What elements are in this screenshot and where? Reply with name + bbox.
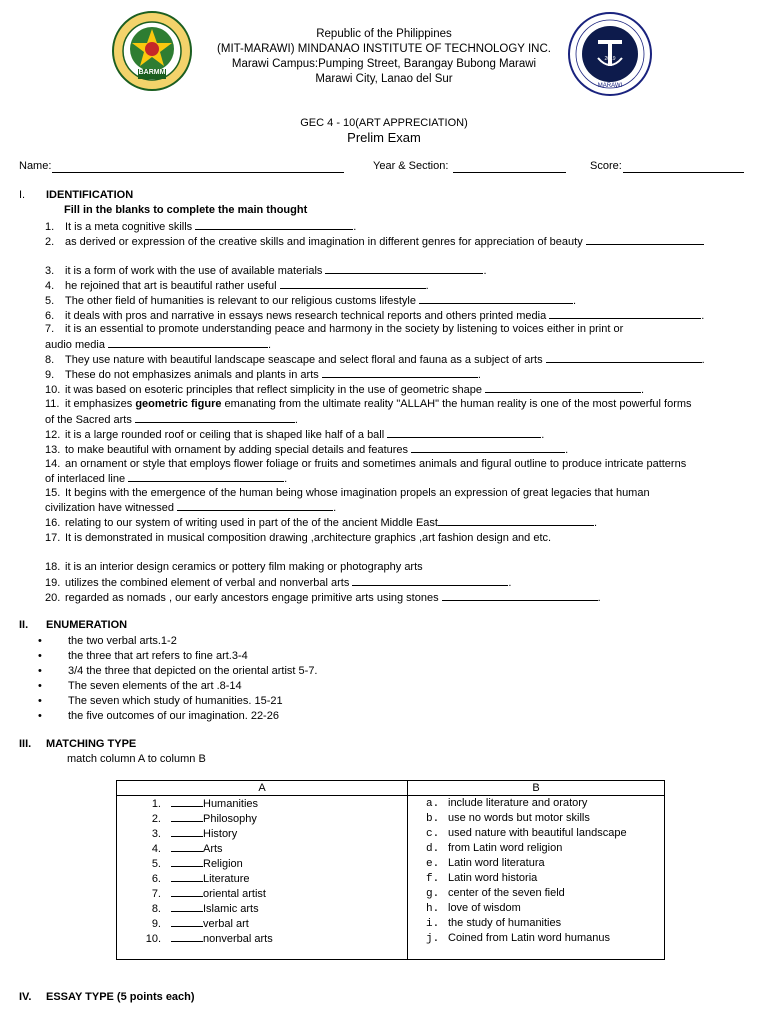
answer-blank[interactable] — [171, 886, 203, 897]
question-item: 11. it emphasizes geometric figure emanating from the ultimate reality "ALLAH" the human reality is one of the most powerful forms — [45, 398, 692, 410]
header-line: (MIT-MARAWI) MINDANAO INSTITUTE OF TECHNOLOGY INC. — [217, 43, 551, 55]
section-number: IV. — [19, 991, 32, 1003]
answer-blank[interactable] — [419, 293, 573, 304]
list-item: • the five outcomes of our imagination. 22-26 — [38, 709, 318, 724]
question-item-continued: of the Sacred arts . — [45, 414, 298, 426]
answer-blank[interactable] — [171, 871, 203, 882]
answer-blank[interactable] — [322, 367, 478, 378]
table-row: g. center of the seven field — [426, 887, 565, 900]
table-row: h. love of wisdom — [426, 902, 521, 915]
question-item: 18. it is an interior design ceramics or pottery film making or photography arts — [45, 561, 423, 573]
table-row: 9. verbal art — [151, 918, 249, 930]
answer-blank[interactable] — [171, 901, 203, 912]
question-item: 6. it deals with pros and narrative in essays news research technical reports and others printed media . — [45, 310, 705, 322]
enumeration-list — [38, 634, 318, 724]
question-item: 15. It begins with the emergence of the human being whose imagination propels an expression of great legacies that human — [45, 487, 650, 499]
question-item-continued: of interlaced line . — [45, 473, 288, 485]
table-row: 1. Humanities — [151, 798, 259, 810]
list-item: • The seven elements of the art .8-14 — [38, 679, 318, 694]
answer-blank[interactable] — [171, 931, 203, 942]
section-title: ESSAY TYPE (5 points each) — [46, 991, 195, 1003]
answer-blank[interactable] — [177, 500, 333, 511]
section-number: I. — [19, 189, 26, 201]
answer-blank[interactable] — [586, 234, 704, 245]
question-item: 8. They use nature with beautiful landscape seascape and select floral and fauna as a subject of arts . — [45, 354, 705, 366]
question-item-continued: audio media . — [45, 339, 272, 351]
question-item: 19. utilizes the combined element of verbal and nonverbal arts . — [45, 577, 512, 589]
question-item: 10. it was based on esoteric principles that reflect simplicity in the use of geometric shape . — [45, 384, 645, 396]
table-row: 8. Islamic arts — [151, 903, 259, 915]
section-enumeration-heading — [19, 619, 127, 631]
section-title: MATCHING TYPE — [46, 738, 137, 750]
year-section-field[interactable] — [453, 160, 566, 173]
answer-blank[interactable] — [438, 515, 594, 526]
answer-blank[interactable] — [171, 826, 203, 837]
answer-blank[interactable] — [485, 382, 641, 393]
section-title: ENUMERATION — [46, 619, 128, 631]
question-item: 12. it is a large rounded roof or ceiling that is shaped like half of a ball . — [45, 429, 545, 441]
list-item: • the two verbal arts.1-2 — [38, 634, 318, 649]
question-item: 4. he rejoined that art is beautiful rather useful . — [45, 280, 429, 292]
answer-blank[interactable] — [171, 916, 203, 927]
answer-blank[interactable] — [171, 796, 203, 807]
question-item: 7. it is an essential to promote understanding peace and harmony in the society by listening to voices either in print or — [45, 323, 624, 335]
barmm-logo — [112, 11, 192, 91]
answer-blank[interactable] — [442, 590, 598, 601]
answer-blank[interactable] — [171, 856, 203, 867]
list-item: • The seven which study of humanities. 15-21 — [38, 694, 318, 709]
score-label: Score: — [590, 160, 622, 172]
column-b-header: B — [408, 781, 665, 796]
answer-blank[interactable] — [108, 337, 268, 348]
table-row: j. Coined from Latin word humanus — [426, 932, 611, 945]
section-identification-heading — [19, 189, 133, 201]
table-row: f. Latin word historia — [426, 872, 538, 885]
table-row: d. from Latin word religion — [426, 842, 563, 855]
table-row: 5. Religion — [151, 858, 243, 870]
section-number: III. — [19, 738, 32, 750]
question-item: 16. relating to our system of writing used in part of the of the ancient Middle East . — [45, 517, 598, 529]
question-item: 14. an ornament or style that employs flower foliage or fruits and sometimes animals and figural outline to produce intricate patterns — [45, 458, 687, 470]
answer-blank[interactable] — [280, 278, 426, 289]
question-item: 17. It is demonstrated in musical composition drawing ,architecture graphics ,art fashion design and etc. — [45, 532, 552, 544]
answer-blank[interactable] — [411, 442, 565, 453]
section-matching-heading — [19, 738, 136, 750]
list-item: • the three that art refers to fine art.3-4 — [38, 649, 318, 664]
table-row: i. the study of humanities — [426, 917, 562, 930]
question-item: 3. it is a form of work with the use of available materials . — [45, 265, 487, 277]
question-item: 2. as derived or expression of the creative skills and imagination in different genres for appreciation of beauty — [45, 234, 750, 250]
name-field[interactable] — [52, 160, 344, 173]
section-instruction: Fill in the blanks to complete the main thought — [64, 204, 308, 216]
table-row: e. Latin word literatura — [426, 857, 545, 870]
name-label: Name: — [19, 160, 52, 172]
mit-logo-bottom-label: MARAWI — [597, 83, 623, 89]
question-item: 20. regarded as nomads , our early ancestors engage primitive arts using stones . — [45, 592, 601, 604]
section-number: II. — [19, 619, 29, 631]
table-row: c. used nature with beautiful landscape — [426, 827, 627, 840]
table-row: 10. nonverbal arts — [145, 933, 273, 945]
answer-blank[interactable] — [195, 219, 353, 230]
column-a-header: A — [117, 781, 408, 796]
question-item: 13. to make beautiful with ornament by adding special details and features . — [45, 444, 569, 456]
score-field[interactable] — [623, 160, 744, 173]
list-item: • 3/4 the three that depicted on the oriental artist 5-7. — [38, 664, 318, 679]
answer-blank[interactable] — [352, 575, 508, 586]
table-row: 6. Literature — [151, 873, 250, 885]
answer-blank[interactable] — [325, 263, 483, 274]
answer-blank[interactable] — [171, 811, 203, 822]
section-instruction: match column A to column B — [67, 753, 206, 765]
matching-table — [116, 780, 665, 960]
table-row: 4. Arts — [151, 843, 223, 855]
question-item: 5. The other field of humanities is relevant to our religious customs lifestyle . — [45, 295, 577, 307]
header-line: Republic of the Philippines — [316, 28, 452, 40]
table-row: a. include literature and oratory — [426, 797, 588, 810]
question-item: 9. These do not emphasizes animals and plants in arts . — [45, 369, 481, 381]
year-section-label: Year & Section: — [373, 160, 449, 172]
mit-logo-year: 2019 — [604, 56, 616, 62]
header-line: Marawi City, Lanao del Sur — [315, 73, 453, 85]
column-b — [408, 796, 665, 960]
answer-blank[interactable] — [171, 841, 203, 852]
school-header — [200, 27, 568, 87]
student-info-row — [19, 160, 759, 176]
question-item-continued: civilization have witnessed . — [45, 502, 337, 514]
answer-blank[interactable] — [549, 308, 701, 319]
answer-blank[interactable] — [387, 427, 541, 438]
exam-title: Prelim Exam — [347, 130, 421, 145]
header-line: Marawi Campus:Pumping Street, Barangay Bubong Marawi — [231, 58, 537, 70]
section-title: IDENTIFICATION — [46, 189, 134, 201]
table-row: 3. History — [151, 828, 238, 840]
answer-blank[interactable] — [546, 352, 702, 363]
section-essay-heading — [19, 991, 195, 1003]
question-item: 1. It is a meta cognitive skills . — [45, 221, 357, 233]
table-row: 7. oriental artist — [151, 888, 266, 900]
answer-blank[interactable] — [135, 412, 295, 423]
answer-blank[interactable] — [128, 471, 284, 482]
table-row: 2. Philosophy — [151, 813, 257, 825]
table-row: b. use no words but motor skills — [426, 812, 590, 825]
course-title: GEC 4 - 10(ART APPRECIATION) — [300, 117, 468, 129]
column-a — [117, 796, 408, 960]
barmm-logo-label: BARMM — [138, 69, 166, 76]
